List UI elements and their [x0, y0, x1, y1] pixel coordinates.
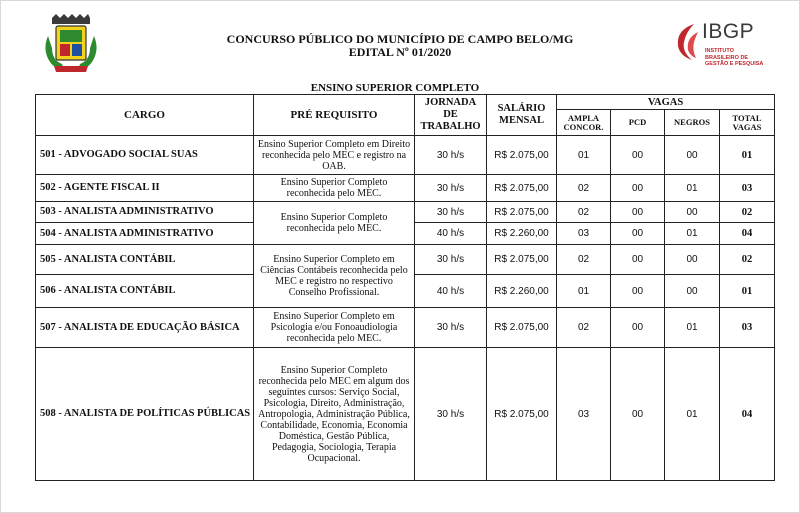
ampla-cell: 02 [557, 308, 611, 348]
cargo-cell: 507 - ANALISTA DE EDUCAÇÃO BÁSICA [36, 308, 254, 348]
edital-number: EDITAL Nº 01/2020 [348, 45, 452, 59]
negros-cell: 00 [665, 136, 720, 175]
requisito-cell: Ensino Superior Completo reconhecida pelo MEC. [254, 175, 415, 202]
total-cell: 03 [720, 308, 775, 348]
cargo-cell: 503 - ANALISTA ADMINISTRATIVO [36, 202, 254, 223]
header-pcd: PCD [611, 110, 665, 136]
jornada-cell: 40 h/s [415, 275, 487, 308]
negros-cell: 00 [665, 245, 720, 275]
pcd-cell: 00 [611, 348, 665, 481]
salario-cell: R$ 2.075,00 [487, 202, 557, 223]
header-ampla: AMPLA CONCOR. [557, 110, 611, 136]
total-cell: 02 [720, 245, 775, 275]
negros-cell: 00 [665, 275, 720, 308]
table-row [36, 136, 775, 175]
total-cell: 03 [720, 175, 775, 202]
jornada-cell: 30 h/s [415, 136, 487, 175]
pcd-cell: 00 [611, 308, 665, 348]
table-row [36, 245, 775, 275]
jornada-cell: 30 h/s [415, 175, 487, 202]
document-title: CONCURSO PÚBLICO DO MUNICÍPIO DE CAMPO BELO/MG [226, 32, 574, 46]
table-row [36, 308, 775, 348]
requisito-cell: Ensino Superior Completo reconhecida pelo MEC. [254, 202, 415, 245]
ampla-cell: 02 [557, 175, 611, 202]
salario-cell: R$ 2.260,00 [487, 275, 557, 308]
negros-cell: 01 [665, 223, 720, 245]
total-cell: 01 [720, 136, 775, 175]
jornada-cell: 30 h/s [415, 348, 487, 481]
jornada-cell: 30 h/s [415, 202, 487, 223]
pcd-cell: 00 [611, 175, 665, 202]
section-title: ENSINO SUPERIOR COMPLETO [310, 82, 480, 94]
header-jornada: JORNADA DE TRABALHO [415, 95, 487, 136]
pcd-cell: 00 [611, 245, 665, 275]
ampla-cell: 02 [557, 245, 611, 275]
salario-cell: R$ 2.075,00 [487, 308, 557, 348]
salario-cell: R$ 2.075,00 [487, 348, 557, 481]
header-pre-requisito: PRÉ REQUISITO [254, 95, 415, 136]
ampla-cell: 03 [557, 223, 611, 245]
header-total: TOTAL VAGAS [720, 110, 775, 136]
table-row [36, 348, 775, 481]
ibgp-logo-subtitle: INSTITUTO BRASILEIRO DE GESTÃO E PESQUISA [705, 48, 764, 67]
pcd-cell: 00 [611, 202, 665, 223]
header-salario: SALÁRIO MENSAL [487, 95, 557, 136]
requisito-cell: Ensino Superior Completo em Psicologia e/ou Fonoaudiologia reconhecida pelo MEC. [254, 308, 415, 348]
cargo-cell: 505 - ANALISTA CONTÁBIL [36, 245, 254, 275]
total-cell: 01 [720, 275, 775, 308]
negros-cell: 01 [665, 175, 720, 202]
jornada-cell: 30 h/s [415, 308, 487, 348]
requisito-cell: Ensino Superior Completo reconhecida pelo MEC em algum dos seguintes cursos: Serviço Social, Psicologia, Direito, Administração, Antropologia, Administração Pública, Contabilidade, Economia, Economia Doméstica, Gestão Pública, Pedagogia, Sociologia, Terapia Ocupacional. [254, 348, 415, 481]
header-cargo: CARGO [36, 95, 254, 136]
negros-cell: 01 [665, 348, 720, 481]
ampla-cell: 01 [557, 275, 611, 308]
jornada-cell: 40 h/s [415, 223, 487, 245]
header-negros: NEGROS [665, 110, 720, 136]
table-row [36, 175, 775, 202]
cargo-cell: 508 - ANALISTA DE POLÍTICAS PÚBLICAS [36, 348, 254, 481]
pcd-cell: 00 [611, 136, 665, 175]
ampla-cell: 01 [557, 136, 611, 175]
total-cell: 02 [720, 202, 775, 223]
cargo-cell: 506 - ANALISTA CONTÁBIL [36, 275, 254, 308]
total-cell: 04 [720, 348, 775, 481]
ibgp-logo-text: IBGP [702, 20, 755, 43]
cargo-cell: 501 - ADVOGADO SOCIAL SUAS [36, 136, 254, 175]
negros-cell: 00 [665, 202, 720, 223]
pcd-cell: 00 [611, 275, 665, 308]
salario-cell: R$ 2.075,00 [487, 175, 557, 202]
cargo-cell: 504 - ANALISTA ADMINISTRATIVO [36, 223, 254, 245]
cargo-cell: 502 - AGENTE FISCAL II [36, 175, 254, 202]
salario-cell: R$ 2.075,00 [487, 245, 557, 275]
pcd-cell: 00 [611, 223, 665, 245]
total-cell: 04 [720, 223, 775, 245]
ampla-cell: 03 [557, 348, 611, 481]
negros-cell: 01 [665, 308, 720, 348]
requisito-cell: Ensino Superior Completo em Direito reconhecida pelo MEC e registro na OAB. [254, 136, 415, 175]
positions-table [35, 94, 775, 481]
table-row [36, 202, 775, 223]
salario-cell: R$ 2.260,00 [487, 223, 557, 245]
requisito-cell: Ensino Superior Completo em Ciências Contábeis reconhecida pelo MEC e registro no respectivo Conselho Profissional. [254, 245, 415, 308]
header-vagas: VAGAS [557, 95, 775, 110]
ampla-cell: 02 [557, 202, 611, 223]
jornada-cell: 30 h/s [415, 245, 487, 275]
salario-cell: R$ 2.075,00 [487, 136, 557, 175]
